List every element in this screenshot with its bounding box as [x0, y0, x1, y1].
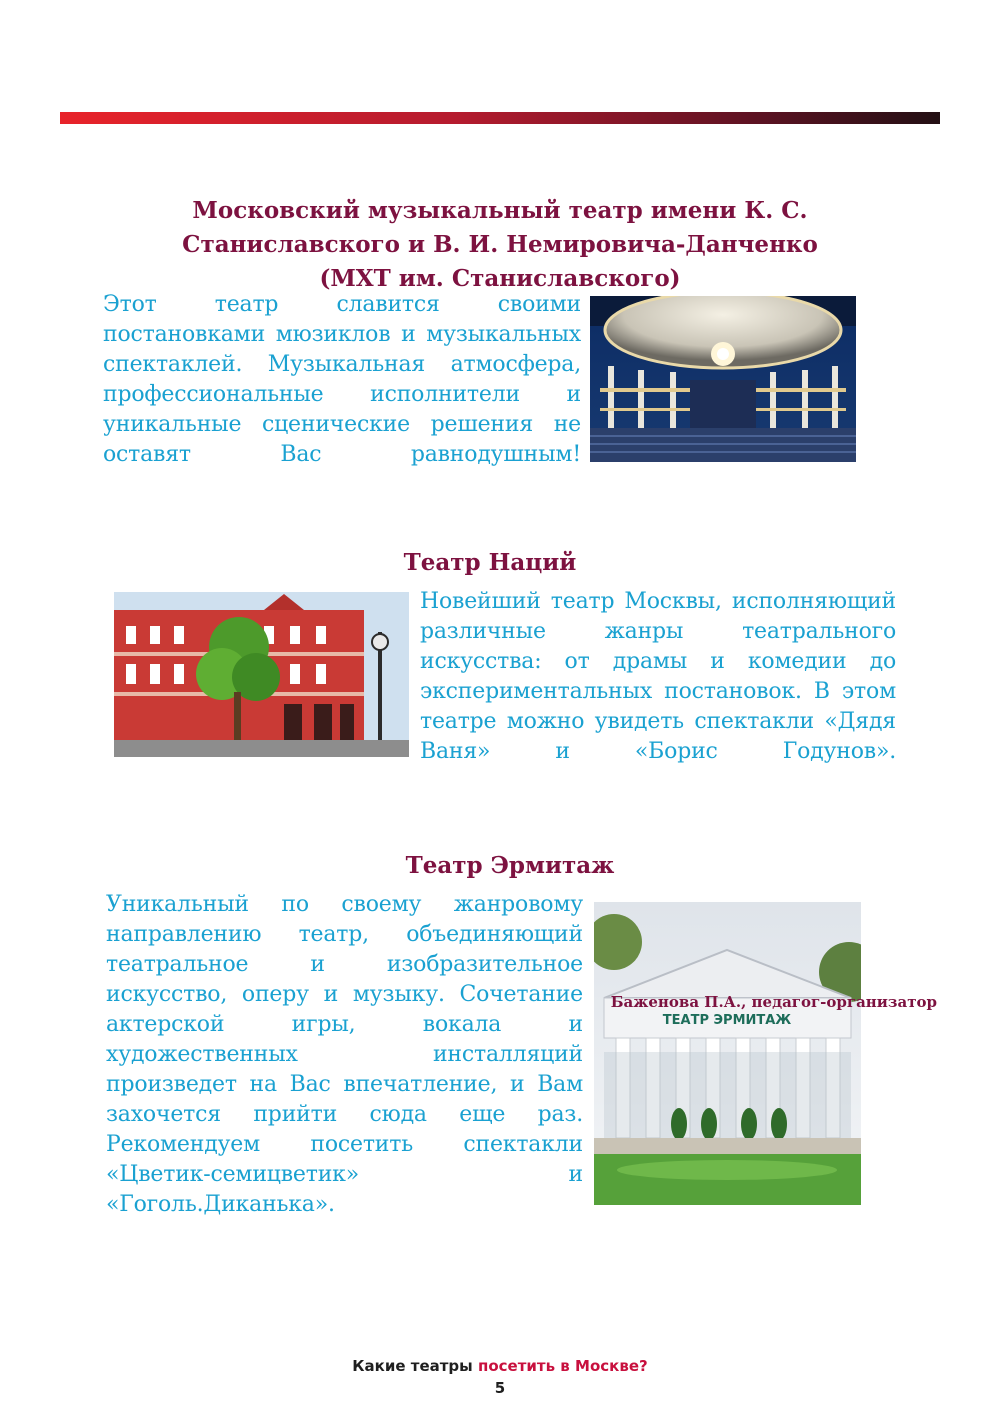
title-line: Московский музыкальный театр имени К. С. — [192, 197, 808, 224]
top-gradient-rule — [60, 112, 940, 124]
theater-hall-photo — [590, 296, 856, 462]
section-text-nations: Новейший театр Москвы, исполняющий различные жанры театрального искусства: от драмы и комедии до экспериментальных постановок. В этом театре можно увидеть спектакли «Дядя Ваня» и «Борис Годунов». — [420, 589, 896, 764]
white-colonnade-photo — [594, 902, 861, 1205]
section-text-hermitage: Уникальный по своему жанровому направлению театр, объединяющий театральное и изобразительное искусство, оперу и музыку. Сочетание актерской игры, вокала и художественных инсталляций произведет на Вас впечатление, и Вам захочется прийти сюда еще раз. Рекомендуем посетить спектакли «Цветик-семицветик» и «Гоголь.Диканька». — [106, 892, 583, 1217]
title-line: Станиславского и В. И. Немировича-Данченко — [182, 231, 818, 258]
section-title-hermitage: Театр Эрмитаж — [405, 852, 615, 879]
footer-highlight: посетить в Москве? — [477, 1357, 648, 1375]
footer-prefix: Какие театры — [352, 1357, 478, 1375]
page-number: 5 — [494, 1379, 506, 1397]
red-building-photo — [114, 592, 409, 757]
footer-title — [0, 1356, 1000, 1376]
section-title-nations: Театр Наций — [403, 549, 577, 576]
section-title-mxt — [100, 194, 900, 296]
hermitage-sign: ТЕАТР ЭРМИТАЖ — [662, 1013, 792, 1028]
section-text-mxt: Этот театр славится своими постановками мюзиклов и музыкальных спектаклей. Музыкальная атмосфера, профессиональные исполнители и уникальные сценические решения не оставят Вас равнодушным! — [103, 292, 581, 467]
author-credit: Баженова П.А., педагог-организатор — [610, 993, 937, 1011]
title-line: (МХТ им. Станиславского) — [319, 265, 681, 292]
